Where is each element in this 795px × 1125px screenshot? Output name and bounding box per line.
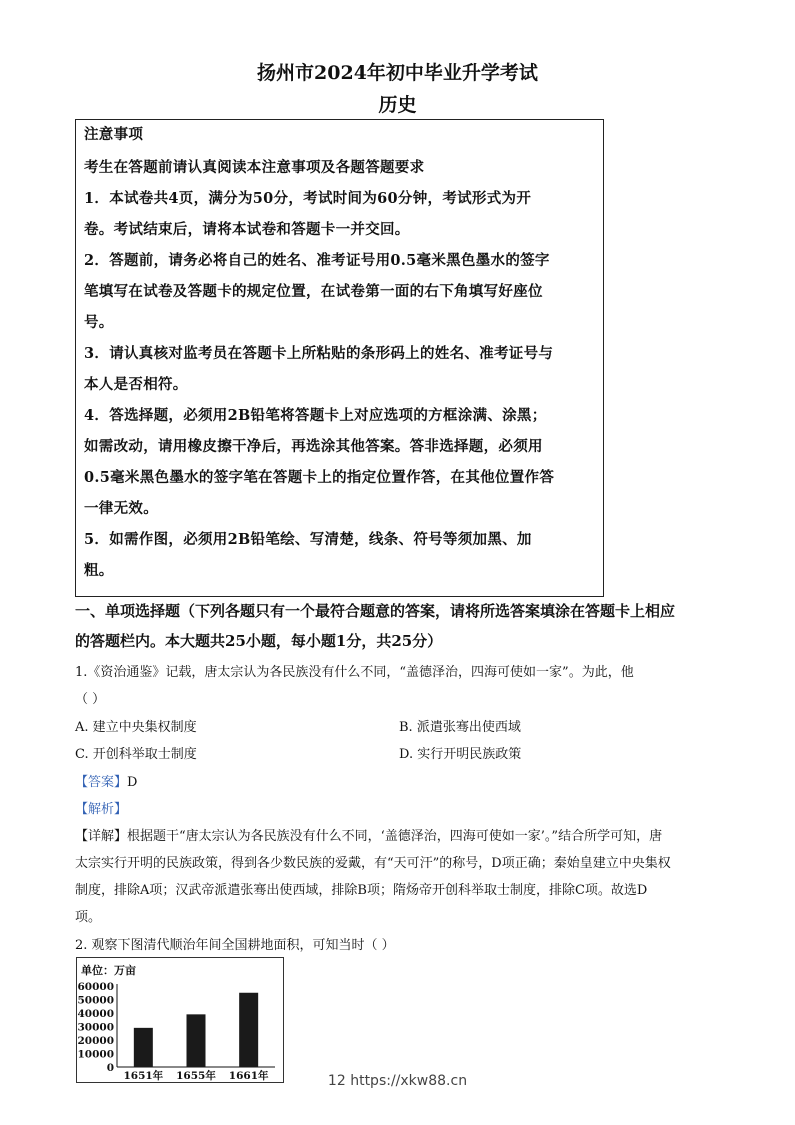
notice-line: 一律无效。 — [84, 500, 158, 517]
x-tick-label: 1651年 — [123, 1070, 164, 1082]
q1-stem: 1.《资治通鉴》记载，唐太宗认为各民族没有什么不同，“盖德泽治，四海可使如一家”。为此，他 — [75, 665, 634, 680]
q1-option-b: B. 派遣张骞出使西域 — [399, 720, 521, 735]
bar — [239, 993, 258, 1067]
notice-line: 2．答题前，请务必将自己的姓名、准考证号用0.5毫米黑色墨水的签字 — [84, 252, 550, 269]
notice-line: 如需改动，请用橡皮擦干净后，再选涂其他答案。答非选择题，必须用 — [84, 438, 543, 455]
q1-option-a: A. 建立中央集权制度 — [75, 720, 197, 735]
notice-line: 3．请认真核对监考员在答题卡上所粘贴的条形码上的姓名、准考证号与 — [84, 345, 554, 362]
detail-label: 【详解】 — [75, 829, 128, 844]
exam-subject: 历史 — [378, 94, 417, 116]
notice-line: 粗。 — [84, 562, 114, 579]
notice-line: 考生在答题前请认真阅读本注意事项及各题答题要求 — [84, 159, 425, 176]
chart-title: 单位：万亩 — [81, 964, 136, 977]
x-tick-label: 1661年 — [228, 1070, 269, 1082]
bar — [187, 1014, 206, 1067]
notice-line: 号。 — [84, 314, 114, 331]
q1-detail-line — [75, 825, 662, 844]
notice-line: 1．本试卷共4页，满分为50分，考试时间为60分钟，考试形式为开 — [84, 190, 532, 207]
y-tick-label: 10000 — [77, 1048, 114, 1061]
exam-title: 扬州市2024年初中毕业升学考试 — [257, 62, 538, 84]
farmland-chart — [76, 957, 284, 1083]
notice-heading: 注意事项 — [84, 126, 144, 143]
notice-line: 笔填写在试卷及答题卡的规定位置，在试卷第一面的右下角填写好座位 — [84, 283, 543, 300]
y-tick-label: 60000 — [77, 981, 114, 993]
y-tick-label: 30000 — [77, 1021, 114, 1034]
detail-text: 根据题干“唐太宗认为各民族没有什么不同，‘盖德泽治，四海可使如一家’。”结合所学可知，唐 — [127, 829, 663, 844]
q2-stem: 2. 观察下图清代顺治年间全国耕地面积，可知当时（ ） — [75, 938, 395, 953]
section-heading: 一、单项选择题（下列各题只有一个最符合题意的答案，请将所选答案填涂在答题卡上相应 — [75, 602, 676, 620]
notice-line: 5．如需作图，必须用2B铅笔绘、写清楚，线条、符号等须加黑、加 — [84, 531, 532, 548]
q1-option-d: D. 实行开明民族政策 — [399, 747, 522, 762]
q1-blank: （ ） — [75, 692, 106, 707]
notice-line: 本人是否相符。 — [84, 376, 188, 393]
notice-line: 0.5毫米黑色墨水的签字笔在答题卡上的指定位置作答，在其他位置作答 — [84, 469, 555, 486]
farmland-bar-chart — [77, 958, 283, 1082]
q1-answer — [75, 771, 137, 790]
y-tick-label: 0 — [106, 1062, 114, 1074]
answer-value: D — [127, 775, 138, 790]
notice-line: 4．答选择题，必须用2B铅笔将答题卡上对应选项的方框涂满、涂黑； — [84, 407, 547, 424]
section-heading-cont: 的答题栏内。本大题共25小题，每小题1分，共25分） — [75, 632, 443, 650]
q1-detail-line: 制度，排除A项；汉武帝派遣张骞出使西域，排除B项；隋炀帝开创科举取士制度，排除C项。故选D — [75, 883, 648, 898]
y-tick-label: 50000 — [77, 994, 114, 1007]
notice-line: 卷。考试结束后，请将本试卷和答题卡一并交回。 — [84, 221, 410, 238]
analysis-label: 【解析】 — [75, 802, 128, 817]
y-tick-label: 20000 — [77, 1035, 114, 1047]
answer-label: 【答案】 — [75, 775, 128, 790]
notice-box — [75, 119, 604, 597]
q1-option-c: C. 开创科举取士制度 — [75, 747, 197, 762]
x-tick-label: 1655年 — [176, 1070, 216, 1082]
q1-detail-line: 项。 — [75, 910, 102, 925]
bar — [134, 1028, 153, 1067]
page-footer — [0, 1073, 795, 1089]
footer-url: https://xkw88.cn — [350, 1073, 468, 1089]
q1-detail-line: 太宗实行开明的民族政策，得到各少数民族的爱戴，有“天可汗”的称号，D项正确；秦始皇建立中央集权 — [75, 856, 671, 871]
page-number: 12 — [327, 1073, 346, 1089]
y-tick-label: 40000 — [77, 1008, 114, 1020]
